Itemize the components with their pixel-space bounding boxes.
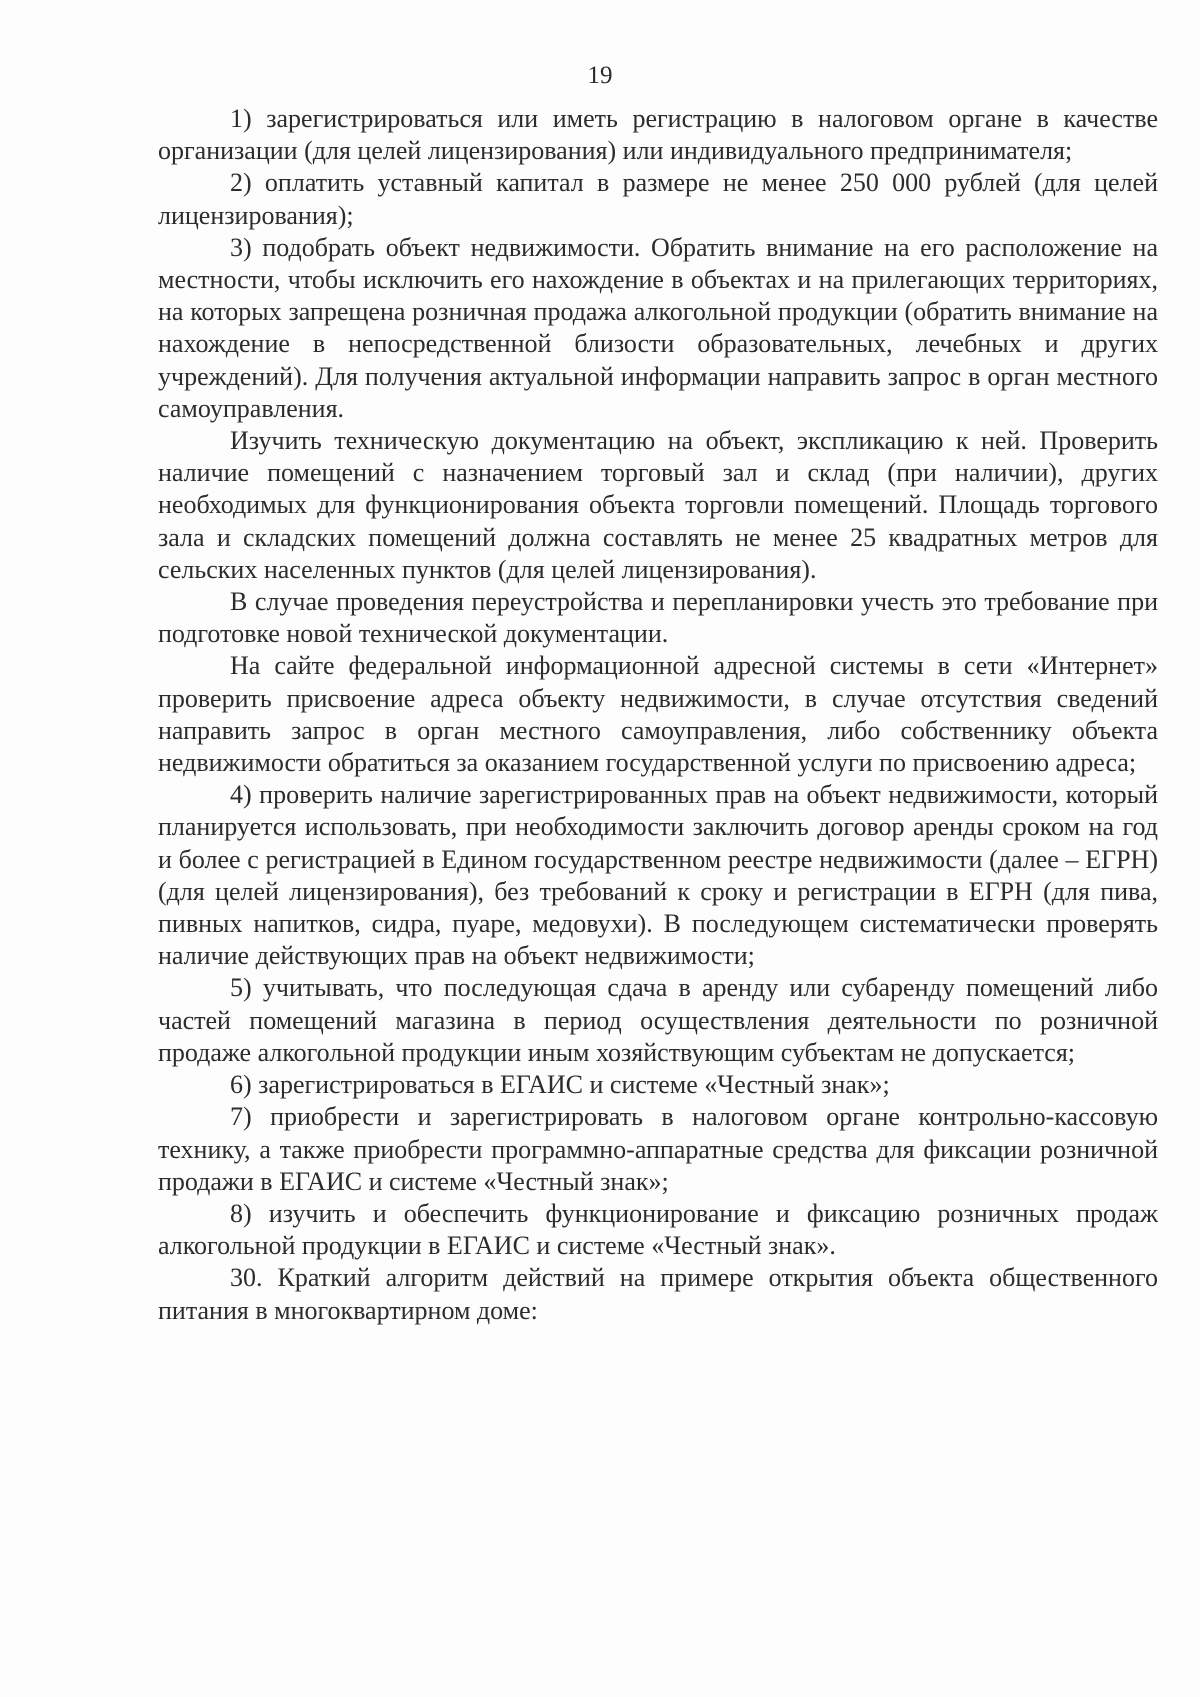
paragraph-reconstruction: В случае проведения переустройства и перепланировки учесть это требование при подготовке новой технической документации.: [158, 587, 1158, 649]
document-body: [158, 103, 1158, 1327]
paragraph-item-8: 8) изучить и обеспечить функционирование и фиксацию розничных продаж алкогольной продукции в ЕГАИС и системе «Честный знак».: [158, 1198, 1158, 1261]
paragraph-item-2: 2) оплатить уставный капитал в размере не менее 250 000 рублей (для целей лицензирования);: [158, 168, 1158, 230]
paragraph-section-30: 30. Краткий алгоритм действий на примере открытия объекта общественного питания в многоквартирном доме:: [158, 1263, 1158, 1325]
paragraph-documentation: Изучить техническую документацию на объект, экспликацию к ней. Проверить наличие помещений с назначением торговый зал и склад (при наличии), других необходимых для функционирования объекта торговли помещений. Площадь торгового зала и складских помещений должна составлять не менее 25 квадратных метров для сельских населенных пунктов (для целей лицензирования).: [158, 426, 1158, 584]
paragraph-address-check: На сайте федеральной информационной адресной системы в сети «Интернет» проверить присвоение адреса объекту недвижимости, в случае отсутствия сведений направить запрос в орган местного самоуправления, либо собственнику объекта недвижимости обратиться за оказанием государственной услуги по присвоению адреса;: [158, 651, 1158, 778]
paragraph-item-4: 4) проверить наличие зарегистрированных прав на объект недвижимости, который планируется использовать, при необходимости заключить договор аренды сроком на год и более с регистрацией в Едином государственном реестре недвижимости (далее – ЕГРН) (для целей лицензирования), без требований к сроку и регистрации в ЕГРН (для пива, пивных напитков, сидра, пуаре, медовухи). В последующем систематически проверять наличие действующих прав на объект недвижимости;: [158, 780, 1158, 971]
page-number: 19: [587, 62, 613, 89]
paragraph-item-6: 6) зарегистрироваться в ЕГАИС и системе «Честный знак»;: [230, 1070, 890, 1100]
paragraph-item-5: 5) учитывать, что последующая сдача в аренду или субаренду помещений либо частей помещений магазина в период осуществления деятельности по розничной продаже алкогольной продукции иным хозяйствующим субъектам не допускается;: [158, 973, 1158, 1067]
paragraph-item-1: 1) зарегистрироваться или иметь регистрацию в налоговом органе в качестве организации (для целей лицензирования) или индивидуального предпринимателя;: [158, 104, 1158, 166]
paragraph-item-7: 7) приобрести и зарегистрировать в налоговом органе контрольно-кассовую технику, а также приобрести программно-аппаратные средства для фиксации розничной продажи в ЕГАИС и системе «Честный знак»;: [158, 1102, 1158, 1196]
paragraph-item-3: 3) подобрать объект недвижимости. Обратить внимание на его расположение на местности, чтобы исключить его нахождение в объектах и на прилегающих территориях, на которых запрещена розничная продажа алкогольной продукции (обратить внимание на нахождение в непосредственной близости образовательных, лечебных и других учреждений). Для получения актуальной информации направить запрос в орган местного самоуправления.: [158, 232, 1158, 423]
